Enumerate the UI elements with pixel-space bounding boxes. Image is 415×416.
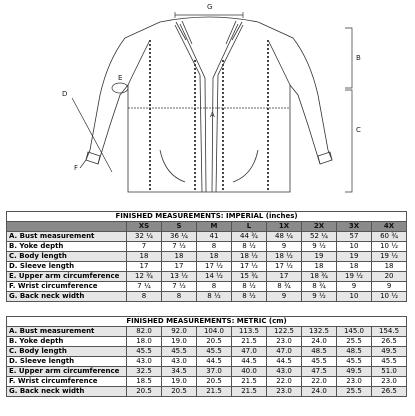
measurement-value: 32 ¼ xyxy=(127,232,162,242)
measurement-value: 18 xyxy=(162,252,197,262)
measurement-value: 49.5 xyxy=(372,347,407,357)
measurement-value: 43.0 xyxy=(127,357,162,367)
size-header-row xyxy=(7,222,407,232)
size-header: 4X xyxy=(372,222,407,232)
measurement-value: 154.5 xyxy=(372,327,407,337)
measurement-value: 8 xyxy=(197,242,232,252)
measurement-value: 18 ¾ xyxy=(302,272,337,282)
measurement-value: 15 ¾ xyxy=(232,272,267,282)
measurement-value: 24.0 xyxy=(302,387,337,397)
measurement-value: 45.5 xyxy=(127,347,162,357)
size-header: 1X xyxy=(267,222,302,232)
measurement-value: 45.5 xyxy=(372,357,407,367)
measurement-value: 36 ¼ xyxy=(162,232,197,242)
measurement-value: 7 xyxy=(127,242,162,252)
table-row xyxy=(7,252,407,262)
size-header: XS xyxy=(127,222,162,232)
table-row xyxy=(7,387,407,397)
measurement-label: E. Upper arm circumference xyxy=(7,272,127,282)
measurement-value: 8 ½ xyxy=(232,292,267,302)
measurement-value: 13 ½ xyxy=(162,272,197,282)
table-row xyxy=(7,347,407,357)
measurement-value: 10 ½ xyxy=(372,242,407,252)
label-e: E xyxy=(118,74,123,82)
measurement-value: 37.0 xyxy=(197,367,232,377)
measurement-value: 23.0 xyxy=(337,377,372,387)
measurement-value: 20.5 xyxy=(162,387,197,397)
measurement-value: 43.0 xyxy=(267,367,302,377)
measurement-value: 45.5 xyxy=(197,347,232,357)
measurement-value: 40.0 xyxy=(232,367,267,377)
measurement-value: 9 xyxy=(267,292,302,302)
measurement-value: 7 ½ xyxy=(162,282,197,292)
measurement-value: 49.5 xyxy=(337,367,372,377)
measurement-value: 22.0 xyxy=(302,377,337,387)
imperial-table-body xyxy=(7,232,407,302)
measurement-value: 8 ¾ xyxy=(302,282,337,292)
size-header: M xyxy=(197,222,232,232)
measurement-value: 20.5 xyxy=(127,387,162,397)
table-row xyxy=(7,242,407,252)
measurement-value: 44.5 xyxy=(232,357,267,367)
measurement-value: 9 ½ xyxy=(302,242,337,252)
metric-table-title: FINISHED MEASUREMENTS: METRIC (cm) xyxy=(7,317,407,327)
table-row xyxy=(7,292,407,302)
measurement-value: 21.5 xyxy=(197,387,232,397)
measurement-value: 20.5 xyxy=(197,377,232,387)
measurement-value: 45.5 xyxy=(162,347,197,357)
table-row xyxy=(7,377,407,387)
measurement-value: 23.0 xyxy=(372,377,407,387)
measurement-value: 18 xyxy=(127,252,162,262)
measurement-value: 21.5 xyxy=(232,337,267,347)
measurement-value: 18 xyxy=(372,262,407,272)
measurement-value: 47.0 xyxy=(267,347,302,357)
metric-measurements-table xyxy=(6,316,407,397)
measurement-value: 43.0 xyxy=(162,357,197,367)
measurement-value: 44.5 xyxy=(197,357,232,367)
measurement-value: 113.5 xyxy=(232,327,267,337)
measurement-value: 19 xyxy=(337,252,372,262)
measure-b-line xyxy=(345,28,352,88)
measurement-label: G. Back neck width xyxy=(7,292,127,302)
measurement-value: 17 xyxy=(127,262,162,272)
measurement-value: 41 xyxy=(197,232,232,242)
measurement-value: 19.0 xyxy=(162,377,197,387)
measurement-value: 10 xyxy=(337,242,372,252)
measurement-value: 19 xyxy=(302,252,337,262)
table-row xyxy=(7,262,407,272)
size-header: 2X xyxy=(302,222,337,232)
measurement-value: 20 xyxy=(372,272,407,282)
measurement-value: 10 xyxy=(337,292,372,302)
size-header: S xyxy=(162,222,197,232)
table-row xyxy=(7,272,407,282)
label-a: A xyxy=(210,111,215,119)
measurement-value: 57 xyxy=(337,232,372,242)
size-header: L xyxy=(232,222,267,232)
measurement-value: 8 ½ xyxy=(232,282,267,292)
label-g: G xyxy=(207,3,213,11)
measurement-value: 7 ¼ xyxy=(127,282,162,292)
measurement-value: 21.5 xyxy=(232,387,267,397)
measurement-value: 21.5 xyxy=(232,377,267,387)
measurement-value: 23.0 xyxy=(267,387,302,397)
size-header: 3X xyxy=(337,222,372,232)
measurement-value: 17 xyxy=(267,272,302,282)
measurement-value: 19 ½ xyxy=(372,252,407,262)
measurement-value: 17 ½ xyxy=(267,262,302,272)
measurement-value: 92.0 xyxy=(162,327,197,337)
measurement-label: B. Yoke depth xyxy=(7,242,127,252)
measurement-value: 122.5 xyxy=(267,327,302,337)
measurement-label: B. Yoke depth xyxy=(7,337,127,347)
measurement-value: 8 ¾ xyxy=(267,282,302,292)
measurement-value: 19 ½ xyxy=(337,272,372,282)
measurement-value: 17 ½ xyxy=(232,262,267,272)
measure-c-line xyxy=(345,90,352,192)
measurement-label: E. Upper arm circumference xyxy=(7,367,127,377)
measurement-label: A. Bust measurement xyxy=(7,327,127,337)
measurement-label: F. Wrist circumference xyxy=(7,377,127,387)
measurement-value: 8 xyxy=(197,282,232,292)
measurement-label: D. Sleeve length xyxy=(7,262,127,272)
measurement-value: 9 xyxy=(267,242,302,252)
measurement-value: 17 xyxy=(162,262,197,272)
measurement-value: 48.5 xyxy=(337,347,372,357)
measurement-label: F. Wrist circumference xyxy=(7,282,127,292)
measurement-value: 51.0 xyxy=(372,367,407,377)
metric-table-body xyxy=(7,327,407,397)
measurement-value: 8 xyxy=(127,292,162,302)
measurement-label: C. Body length xyxy=(7,347,127,357)
measurement-value: 8 xyxy=(162,292,197,302)
measurement-value: 26.5 xyxy=(372,387,407,397)
measurement-value: 34.5 xyxy=(162,367,197,377)
table-row xyxy=(7,232,407,242)
measurement-value: 132.5 xyxy=(302,327,337,337)
measurement-label: A. Bust measurement xyxy=(7,232,127,242)
measurement-label: D. Sleeve length xyxy=(7,357,127,367)
measurement-value: 52 ¼ xyxy=(302,232,337,242)
measurement-value: 8 ½ xyxy=(232,242,267,252)
measurement-value: 10 ½ xyxy=(372,292,407,302)
measurement-value: 82.0 xyxy=(127,327,162,337)
measurement-value: 18.0 xyxy=(127,337,162,347)
measurement-value: 9 xyxy=(337,282,372,292)
label-d: D xyxy=(62,90,68,98)
garment-outline xyxy=(86,22,332,192)
measurement-value: 26.5 xyxy=(372,337,407,347)
measurement-value: 44 ¾ xyxy=(232,232,267,242)
label-b: B xyxy=(356,54,361,62)
measurement-value: 18 ½ xyxy=(267,252,302,262)
imperial-measurements-table xyxy=(6,211,407,302)
measurement-value: 17 ½ xyxy=(197,262,232,272)
label-f: F xyxy=(74,164,79,172)
measurement-value: 48 ¼ xyxy=(267,232,302,242)
measurement-value: 8 ½ xyxy=(197,292,232,302)
measurement-value: 60 ¾ xyxy=(372,232,407,242)
measurement-value: 23.0 xyxy=(267,337,302,347)
measurement-value: 47.5 xyxy=(302,367,337,377)
table-row xyxy=(7,282,407,292)
measurement-value: 20.5 xyxy=(197,337,232,347)
measurement-value: 18 xyxy=(197,252,232,262)
measurement-value: 14 ½ xyxy=(197,272,232,282)
measurement-value: 7 ½ xyxy=(162,242,197,252)
measurement-value: 25.5 xyxy=(337,337,372,347)
table-row xyxy=(7,337,407,347)
table-row xyxy=(7,357,407,367)
measure-d-line xyxy=(72,98,112,172)
table-row xyxy=(7,327,407,337)
measurement-value: 18 xyxy=(337,262,372,272)
measurement-value: 25.5 xyxy=(337,387,372,397)
measurement-label: C. Body length xyxy=(7,252,127,262)
table-row xyxy=(7,367,407,377)
measurement-value: 18 xyxy=(302,262,337,272)
measurement-value: 104.0 xyxy=(197,327,232,337)
measurement-value: 9 ½ xyxy=(302,292,337,302)
measurement-value: 18 ½ xyxy=(232,252,267,262)
measurement-value: 47.0 xyxy=(232,347,267,357)
measurement-value: 22.0 xyxy=(267,377,302,387)
measurement-value: 24.0 xyxy=(302,337,337,347)
measurement-value: 32.5 xyxy=(127,367,162,377)
measurement-value: 145.0 xyxy=(337,327,372,337)
measurement-value: 45.5 xyxy=(337,357,372,367)
measure-f-line xyxy=(80,160,86,168)
measurement-value: 9 xyxy=(372,282,407,292)
measurement-value: 48.5 xyxy=(302,347,337,357)
measurement-value: 44.5 xyxy=(267,357,302,367)
measurement-value: 45.5 xyxy=(302,357,337,367)
measurement-label: G. Back neck width xyxy=(7,387,127,397)
measurement-value: 12 ¾ xyxy=(127,272,162,282)
label-c: C xyxy=(356,126,361,134)
measurement-value: 19.0 xyxy=(162,337,197,347)
imperial-table-title: FINISHED MEASUREMENTS: IMPERIAL (inches) xyxy=(7,212,407,222)
measurement-value: 18.5 xyxy=(127,377,162,387)
